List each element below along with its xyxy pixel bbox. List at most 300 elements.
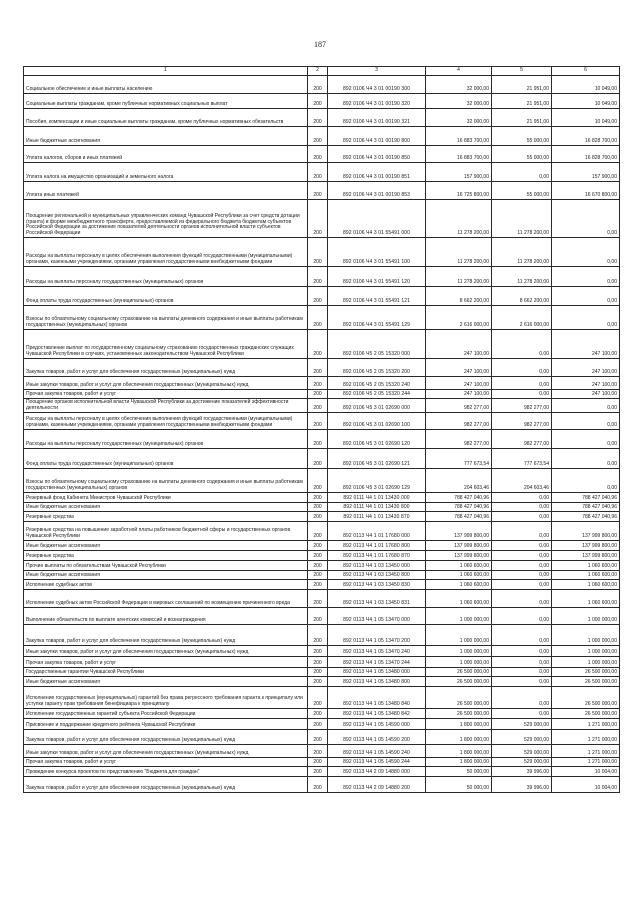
row-value-col5: 0,00: [492, 561, 552, 571]
row-value-col6: 26 500 000,00: [552, 687, 620, 709]
row-code: 892 0106 Ч4 3 01 00190 851: [328, 163, 426, 182]
row-name: Резервные средства на повышение заработной платы работников бюджетной сферы и государственных органов Чувашской Республики: [24, 522, 308, 541]
row-value-col4: 26 500 000,00: [426, 687, 492, 709]
row-value-col6: 788 427 040,96: [552, 512, 620, 522]
table-row: [24, 687, 620, 709]
row-code: 892 0106 Ч5 3 01 02690 120: [328, 430, 426, 449]
row-value-col5: 2 616 000,00: [492, 306, 552, 330]
row-value-col6: 1 060 600,00: [552, 590, 620, 608]
row-value-col6: 1 000 000,00: [552, 608, 620, 625]
row-code: 892 0113 Ч4 1 05 14590 000: [328, 719, 426, 730]
row-code: 892 0106 Ч5 2 05 15320 244: [328, 390, 426, 399]
row-code: 892 0113 Ч4 1 03 13450 000: [328, 561, 426, 571]
row-name: Взносы по обязательному социальному страхованию на выплаты денежного содержания и иные выплаты работникам государственных (муниципальных) органов: [24, 306, 308, 330]
table-row: [24, 359, 620, 377]
row-name: Уплата иных платежей: [24, 182, 308, 200]
row-col2: 200: [308, 551, 328, 561]
row-value-col5: 0,00: [492, 512, 552, 522]
table-row: [24, 512, 620, 522]
row-value-col6: 0,00: [552, 200, 620, 238]
row-value-col4: 32 000,00: [426, 76, 492, 94]
row-name: Поощрение органов исполнительной власти Чувашской Республики за достижение показателей эффективности деятельности: [24, 399, 308, 413]
row-name: Расходы на выплаты персоналу в целях обеспечения выполнения функций государственными (муниципальными) органами, казенными учреждениями, органами управления государственными внебюджетными фондами: [24, 238, 308, 267]
row-value-col6: 247 100,00: [552, 359, 620, 377]
row-code: 892 0106 Ч4 3 01 00190 800: [328, 127, 426, 146]
table-row: [24, 668, 620, 677]
row-value-col6: 1 000 000,00: [552, 646, 620, 657]
row-value-col4: 1 800 000,00: [426, 758, 492, 767]
row-col2: 200: [308, 745, 328, 758]
row-value-col6: 0,00: [552, 413, 620, 430]
row-value-col6: 10 004,00: [552, 777, 620, 793]
row-col2: 200: [308, 590, 328, 608]
row-code: 892 0106 Ч4 3 01 00190 850: [328, 146, 426, 163]
row-value-col5: 39 996,00: [492, 767, 552, 777]
row-value-col5: 0,00: [492, 541, 552, 551]
row-name: Пособия, компенсации и иные социальные выплаты гражданам, кроме публичных нормативных обязательств: [24, 109, 308, 127]
row-name: Взносы по обязательному социальному страхованию на выплаты денежного содержания и иные выплаты работникам государственных (муниципальных) органов: [24, 469, 308, 493]
table-row: [24, 109, 620, 127]
row-value-col6: 0,00: [552, 238, 620, 267]
row-value-col4: 247 100,00: [426, 330, 492, 359]
row-code: 892 0113 Ч4 1 03 13450 800: [328, 571, 426, 580]
row-name: Иные бюджетные ассигнования: [24, 571, 308, 580]
row-value-col4: 204 603,46: [426, 469, 492, 493]
row-name: Иные бюджетные ассигнования: [24, 677, 308, 687]
row-name: Иные закупки товаров, работ и услуг для обеспечения государственных (муниципальных) нужд: [24, 745, 308, 758]
row-name: Резервные средства: [24, 551, 308, 561]
table-row: [24, 200, 620, 238]
row-value-col4: 1 000 000,00: [426, 646, 492, 657]
row-value-col4: 137 999 800,00: [426, 522, 492, 541]
row-col2: 200: [308, 377, 328, 390]
row-value-col4: 1 800 000,00: [426, 745, 492, 758]
table-row: [24, 580, 620, 590]
table-row: [24, 745, 620, 758]
row-value-col5: 0,00: [492, 359, 552, 377]
header-cell: 6: [552, 67, 620, 76]
row-value-col4: 1 000 000,00: [426, 657, 492, 668]
row-name: Уплата налогов, сборов и иных платежей: [24, 146, 308, 163]
row-value-col6: 26 500 000,00: [552, 677, 620, 687]
row-value-col5: 0,00: [492, 608, 552, 625]
row-code: 892 0113 Ч4 1 03 13450 830: [328, 580, 426, 590]
row-name: Расходы на выплаты персоналу государственных (муниципальных) органов: [24, 430, 308, 449]
table-row: [24, 377, 620, 390]
table-row: [24, 709, 620, 719]
row-value-col6: 0,00: [552, 306, 620, 330]
table-row: [24, 94, 620, 109]
row-code: 892 0113 Ч4 2 09 14880 200: [328, 777, 426, 793]
row-value-col5: 11 278 200,00: [492, 267, 552, 287]
row-value-col5: 777 673,54: [492, 449, 552, 469]
row-value-col6: 1 000 000,00: [552, 657, 620, 668]
row-value-col6: 788 427 040,96: [552, 503, 620, 512]
row-value-col6: 0,00: [552, 287, 620, 306]
row-col2: 200: [308, 512, 328, 522]
row-value-col4: 1 000 000,00: [426, 625, 492, 646]
row-col2: 200: [308, 646, 328, 657]
row-name: Исполнение судебных актов Российской Федерации и мировых соглашений по возмещению причиненного вреда: [24, 590, 308, 608]
row-code: 892 0113 Ч4 2 09 14880 000: [328, 767, 426, 777]
row-code: 892 0106 Ч4 3 01 55491 000: [328, 200, 426, 238]
row-value-col6: 157 900,00: [552, 163, 620, 182]
row-col2: 200: [308, 730, 328, 745]
table-row: [24, 730, 620, 745]
header-cell: 5: [492, 67, 552, 76]
row-col2: 200: [308, 719, 328, 730]
row-value-col4: 11 278 200,00: [426, 200, 492, 238]
row-name: Фонд оплаты труда государственных (муниципальных) органов: [24, 287, 308, 306]
row-value-col5: 0,00: [492, 687, 552, 709]
row-value-col6: 10 004,00: [552, 767, 620, 777]
row-value-col6: 26 500 000,00: [552, 709, 620, 719]
row-code: 892 0111 Ч4 1 01 13430 870: [328, 512, 426, 522]
row-col2: 200: [308, 541, 328, 551]
row-col2: 200: [308, 657, 328, 668]
row-col2: 200: [308, 522, 328, 541]
row-value-col4: 1 060 600,00: [426, 590, 492, 608]
row-value-col6: 1 271 000,00: [552, 730, 620, 745]
table-row: [24, 267, 620, 287]
row-value-col6: 16 828 700,00: [552, 127, 620, 146]
row-value-col5: 11 278 200,00: [492, 200, 552, 238]
row-code: 892 0106 Ч5 2 05 15320 000: [328, 330, 426, 359]
row-col2: 200: [308, 76, 328, 94]
row-code: 892 0113 Ч4 1 05 14590 244: [328, 758, 426, 767]
row-col2: 200: [308, 306, 328, 330]
row-value-col4: 11 278 200,00: [426, 267, 492, 287]
row-value-col5: 204 603,46: [492, 469, 552, 493]
row-value-col5: 21 951,00: [492, 76, 552, 94]
header-row: [24, 67, 620, 76]
row-col2: 200: [308, 330, 328, 359]
row-value-col4: 1 800 000,00: [426, 730, 492, 745]
row-code: 892 0106 Ч5 3 01 02690 000: [328, 399, 426, 413]
row-code: 892 0111 Ч4 1 01 13430 800: [328, 503, 426, 512]
row-code: 892 0106 Ч5 3 01 02690 129: [328, 469, 426, 493]
row-col2: 200: [308, 469, 328, 493]
row-code: 892 0113 Ч4 1 01 17680 870: [328, 551, 426, 561]
row-value-col5: 0,00: [492, 709, 552, 719]
row-value-col6: 137 999 800,00: [552, 522, 620, 541]
row-name: Прочие выплаты по обязательствам Чувашской Республики: [24, 561, 308, 571]
row-name: Иные бюджетные ассигнования: [24, 503, 308, 512]
table-row: [24, 561, 620, 571]
row-name: Уплата налога на имущество организаций и земельного налога: [24, 163, 308, 182]
row-name: Предоставление выплат по государственному социальному страхованию государственных гражданских служащих Чувашской Республики в случаях, установленных законодательством Чувашской Республики: [24, 330, 308, 359]
row-name: Расходы на выплаты персоналу в целях обеспечения выполнения функций государственными (муниципальными) органами, казенными учреждениями, органами управления государственными внебюджетными фондами: [24, 413, 308, 430]
row-value-col4: 50 000,00: [426, 777, 492, 793]
row-value-col4: 16 725 800,00: [426, 182, 492, 200]
row-col2: 200: [308, 359, 328, 377]
row-value-col4: 1 800 000,00: [426, 719, 492, 730]
row-value-col6: 788 427 040,96: [552, 493, 620, 503]
row-value-col4: 247 100,00: [426, 359, 492, 377]
row-value-col5: 39 996,00: [492, 777, 552, 793]
row-col2: 200: [308, 668, 328, 677]
row-value-col6: 247 100,00: [552, 390, 620, 399]
row-col2: 200: [308, 625, 328, 646]
header-cell: 2: [308, 67, 328, 76]
table-row: [24, 238, 620, 267]
row-value-col6: 26 500 000,00: [552, 668, 620, 677]
table-row: [24, 146, 620, 163]
table-row: [24, 306, 620, 330]
row-value-col5: 529 000,00: [492, 719, 552, 730]
row-col2: 200: [308, 146, 328, 163]
row-value-col5: 0,00: [492, 503, 552, 512]
row-col2: 200: [308, 608, 328, 625]
row-code: 892 0113 Ч4 1 05 13470 244: [328, 657, 426, 668]
row-code: 892 0106 Ч4 3 01 00190 300: [328, 76, 426, 94]
row-value-col5: 0,00: [492, 625, 552, 646]
row-col2: 200: [308, 287, 328, 306]
row-col2: 200: [308, 677, 328, 687]
row-col2: 200: [308, 109, 328, 127]
row-code: 892 0106 Ч5 2 05 15320 200: [328, 359, 426, 377]
row-value-col4: 157 900,00: [426, 163, 492, 182]
row-name: Иные закупки товаров, работ и услуг для обеспечения государственных (муниципальных) нужд: [24, 646, 308, 657]
table-row: [24, 430, 620, 449]
row-value-col6: 137 999 800,00: [552, 551, 620, 561]
row-col2: 200: [308, 571, 328, 580]
row-name: Резервный фонд Кабинета Министров Чувашской Республики: [24, 493, 308, 503]
row-value-col4: 137 999 800,00: [426, 541, 492, 551]
row-col2: 200: [308, 777, 328, 793]
row-col2: 200: [308, 94, 328, 109]
row-value-col6: 137 999 800,00: [552, 541, 620, 551]
row-value-col5: 21 951,00: [492, 109, 552, 127]
table-row: [24, 590, 620, 608]
row-col2: 200: [308, 399, 328, 413]
row-name: Иные закупки товаров, работ и услуг для обеспечения государственных (муниципальных) нужд: [24, 377, 308, 390]
row-value-col6: 16 828 700,00: [552, 146, 620, 163]
row-value-col5: 8 662 200,00: [492, 287, 552, 306]
row-value-col5: 0,00: [492, 551, 552, 561]
row-value-col6: 0,00: [552, 267, 620, 287]
row-name: Иные бюджетные ассигнования: [24, 127, 308, 146]
row-name: Исполнение государственных (муниципальных) гарантий без права регрессного требования гаранта к принципалу или уступки гаранту прав требования бенефициара к принципалу: [24, 687, 308, 709]
row-value-col5: 529 000,00: [492, 745, 552, 758]
row-name: Поощрение региональной и муниципальных управленческих команд Чувашской Республики за счет средств дотации (гранта) в форме межбюджетного трансферта, предоставляемой из федерального бюджета бюджетам субъектов Российской Федерации за достижение показателей деятельности органов исполнительной власти субъектов Российской Федерации: [24, 200, 308, 238]
row-value-col5: 0,00: [492, 390, 552, 399]
row-code: 892 0113 Ч4 1 05 13470 000: [328, 608, 426, 625]
row-value-col6: 10 049,00: [552, 94, 620, 109]
row-value-col5: 0,00: [492, 330, 552, 359]
table-row: [24, 541, 620, 551]
table-row: [24, 767, 620, 777]
row-value-col4: 26 500 000,00: [426, 677, 492, 687]
row-code: 892 0106 Ч5 3 01 02690 121: [328, 449, 426, 469]
header-cell: 3: [328, 67, 426, 76]
row-name: Закупка товаров, работ и услуг для обеспечения государственных (муниципальных) нужд: [24, 730, 308, 745]
table-row: [24, 413, 620, 430]
table-row: [24, 677, 620, 687]
row-col2: 200: [308, 687, 328, 709]
row-name: Прочая закупка товаров, работ и услуг: [24, 758, 308, 767]
row-value-col5: 0,00: [492, 163, 552, 182]
row-name: Прочая закупка товаров, работ и услуг: [24, 390, 308, 399]
budget-table: [23, 66, 620, 793]
row-code: 892 0113 Ч4 1 05 13470 240: [328, 646, 426, 657]
table-row: [24, 330, 620, 359]
table-row: [24, 287, 620, 306]
table-row: [24, 493, 620, 503]
row-col2: 200: [308, 238, 328, 267]
row-value-col6: 1 060 600,00: [552, 580, 620, 590]
row-code: 892 0111 Ч4 1 01 13430 000: [328, 493, 426, 503]
row-code: 892 0113 Ч4 1 05 13480 800: [328, 677, 426, 687]
row-value-col6: 1 060 600,00: [552, 571, 620, 580]
row-value-col4: 1 060 600,00: [426, 571, 492, 580]
row-value-col5: 0,00: [492, 646, 552, 657]
row-value-col6: 10 049,00: [552, 109, 620, 127]
row-value-col4: 788 427 040,96: [426, 512, 492, 522]
table-row: [24, 571, 620, 580]
row-name: Закупка товаров, работ и услуг для обеспечения государственных (муниципальных) нужд: [24, 359, 308, 377]
row-name: Выполнение обязательств по выплате агентских комиссий и вознаграждения: [24, 608, 308, 625]
table-row: [24, 449, 620, 469]
row-value-col6: 0,00: [552, 399, 620, 413]
row-code: 892 0113 Ч4 1 01 17680 000: [328, 522, 426, 541]
table-row: [24, 657, 620, 668]
row-value-col5: 982 277,00: [492, 413, 552, 430]
row-value-col5: 529 000,00: [492, 730, 552, 745]
row-value-col6: 0,00: [552, 449, 620, 469]
row-value-col5: 0,00: [492, 522, 552, 541]
row-value-col4: 50 000,00: [426, 767, 492, 777]
table-row: [24, 399, 620, 413]
header-cell: 1: [24, 67, 308, 76]
row-name: Закупка товаров, работ и услуг для обеспечения государственных (муниципальных) нужд: [24, 625, 308, 646]
row-value-col4: 1 060 600,00: [426, 561, 492, 571]
row-value-col4: 982 277,00: [426, 430, 492, 449]
row-value-col5: 55 000,00: [492, 182, 552, 200]
row-name: Социальные выплаты гражданам, кроме публичных нормативных социальных выплат: [24, 94, 308, 109]
row-code: 892 0106 Ч4 3 01 00190 853: [328, 182, 426, 200]
row-col2: 200: [308, 127, 328, 146]
row-name: Социальное обеспечение и иные выплаты населению: [24, 76, 308, 94]
row-value-col4: 16 883 700,00: [426, 127, 492, 146]
table-row: [24, 608, 620, 625]
row-value-col6: 10 049,00: [552, 76, 620, 94]
row-value-col4: 1 060 600,00: [426, 580, 492, 590]
row-value-col4: 2 616 000,00: [426, 306, 492, 330]
row-value-col4: 137 999 800,00: [426, 551, 492, 561]
row-value-col4: 32 000,00: [426, 109, 492, 127]
row-code: 892 0113 Ч4 1 05 14590 200: [328, 730, 426, 745]
row-code: 892 0106 Ч4 3 01 00190 321: [328, 109, 426, 127]
table-row: [24, 469, 620, 493]
table-row: [24, 625, 620, 646]
row-code: 892 0113 Ч4 1 05 13480 840: [328, 687, 426, 709]
row-name: Государственные гарантии Чувашской Республики: [24, 668, 308, 677]
row-value-col6: 247 100,00: [552, 377, 620, 390]
row-value-col6: 1 271 000,00: [552, 745, 620, 758]
row-col2: 200: [308, 182, 328, 200]
row-col2: 200: [308, 709, 328, 719]
row-value-col5: 11 278 200,00: [492, 238, 552, 267]
row-code: 892 0113 Ч4 1 03 13450 831: [328, 590, 426, 608]
row-value-col5: 55 000,00: [492, 127, 552, 146]
row-name: Закупка товаров, работ и услуг для обеспечения государственных (муниципальных) нужд: [24, 777, 308, 793]
row-col2: 200: [308, 267, 328, 287]
row-col2: 200: [308, 758, 328, 767]
row-value-col4: 788 427 040,96: [426, 493, 492, 503]
row-value-col6: 16 670 800,00: [552, 182, 620, 200]
row-value-col4: 1 000 000,00: [426, 608, 492, 625]
row-value-col4: 247 100,00: [426, 377, 492, 390]
table-row: [24, 390, 620, 399]
row-col2: 200: [308, 163, 328, 182]
row-name: Резервные средства: [24, 512, 308, 522]
row-value-col6: 1 000 000,00: [552, 625, 620, 646]
row-code: 892 0106 Ч4 3 01 55491 121: [328, 287, 426, 306]
row-col2: 200: [308, 449, 328, 469]
row-value-col6: 0,00: [552, 469, 620, 493]
row-value-col5: 0,00: [492, 657, 552, 668]
table-row: [24, 503, 620, 512]
row-value-col5: 529 000,00: [492, 758, 552, 767]
row-col2: 200: [308, 430, 328, 449]
row-value-col4: 788 427 040,96: [426, 503, 492, 512]
row-value-col4: 777 673,54: [426, 449, 492, 469]
row-value-col5: 0,00: [492, 668, 552, 677]
table-row: [24, 182, 620, 200]
row-code: 892 0106 Ч4 3 01 55491 100: [328, 238, 426, 267]
row-value-col5: 21 951,00: [492, 94, 552, 109]
row-col2: 200: [308, 493, 328, 503]
row-value-col4: 26 500 000,00: [426, 668, 492, 677]
row-code: 892 0113 Ч4 1 05 13480 842: [328, 709, 426, 719]
table-row: [24, 127, 620, 146]
row-name: Исполнение судебных актов: [24, 580, 308, 590]
row-code: 892 0113 Ч4 1 05 13470 200: [328, 625, 426, 646]
row-col2: 200: [308, 200, 328, 238]
row-name: Проведение конкурса проектов по представлению "Бюджета для граждан": [24, 767, 308, 777]
row-code: 892 0113 Ч4 1 01 17680 800: [328, 541, 426, 551]
row-value-col4: 26 500 000,00: [426, 709, 492, 719]
row-col2: 200: [308, 580, 328, 590]
row-value-col5: 0,00: [492, 571, 552, 580]
row-name: Расходы на выплаты персоналу государственных (муниципальных) органов: [24, 267, 308, 287]
row-name: Фонд оплаты труда государственных (муниципальных) органов: [24, 449, 308, 469]
row-value-col5: 0,00: [492, 590, 552, 608]
row-value-col5: 982 277,00: [492, 430, 552, 449]
table-row: [24, 719, 620, 730]
page-number: 187: [314, 40, 326, 49]
table-row: [24, 522, 620, 541]
row-name: Присвоение и поддержание кредитного рейтинга Чувашской Республики: [24, 719, 308, 730]
table-row: [24, 76, 620, 94]
row-value-col6: 1 271 000,00: [552, 758, 620, 767]
row-value-col6: 247 100,00: [552, 330, 620, 359]
row-value-col5: 982 277,00: [492, 399, 552, 413]
table-row: [24, 163, 620, 182]
table-row: [24, 758, 620, 767]
row-value-col4: 247 100,00: [426, 390, 492, 399]
table-row: [24, 551, 620, 561]
row-value-col4: 8 662 200,00: [426, 287, 492, 306]
row-value-col6: 0,00: [552, 430, 620, 449]
row-name: Иные бюджетные ассигнования: [24, 541, 308, 551]
row-col2: 200: [308, 503, 328, 512]
row-value-col5: 55 000,00: [492, 146, 552, 163]
row-code: 892 0113 Ч4 1 05 13480 000: [328, 668, 426, 677]
row-value-col4: 982 277,00: [426, 413, 492, 430]
header-cell: 4: [426, 67, 492, 76]
